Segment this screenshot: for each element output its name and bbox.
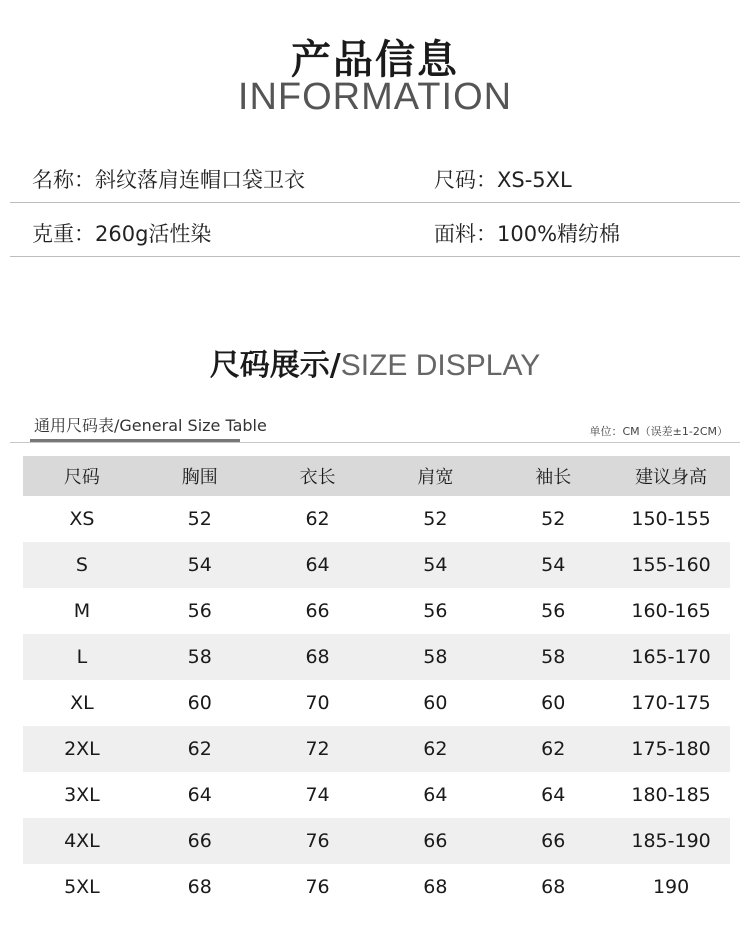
cell-size: 5XL [64, 876, 100, 898]
cell-length: 76 [305, 830, 330, 852]
cell-length: 64 [305, 554, 330, 576]
size-range: 尺码：XS-5XL [434, 168, 572, 192]
cell-size: L [76, 646, 88, 668]
cell-height: 190 [652, 876, 690, 898]
cell-height: 170-175 [631, 692, 711, 714]
cell-shoulder: 58 [423, 646, 448, 668]
table-row [23, 726, 730, 772]
cell-shoulder: 52 [423, 508, 448, 530]
cell-chest: 62 [187, 738, 212, 760]
header-length: 衣长 [299, 467, 336, 488]
cell-length: 68 [305, 646, 330, 668]
table-row [23, 634, 730, 680]
info-row-weight-fabric [10, 210, 740, 257]
cell-size: 4XL [64, 830, 100, 852]
table-row [23, 680, 730, 726]
tab-general-size-table[interactable]: 通用尺码表/General Size Table [34, 416, 267, 435]
size-title-en: SIZE DISPLAY [340, 349, 541, 382]
cell-sleeve: 54 [541, 554, 566, 576]
cell-sleeve: 62 [541, 738, 566, 760]
cell-chest: 68 [187, 876, 212, 898]
size-section-title [0, 340, 750, 384]
fabric-material: 面料：100%精纺棉 [434, 222, 621, 246]
unit-note: 单位：CM（误差±1-2CM） [589, 425, 728, 438]
cell-chest: 60 [187, 692, 212, 714]
cell-shoulder: 60 [423, 692, 448, 714]
cell-length: 66 [305, 600, 330, 622]
tab-divider [10, 442, 740, 443]
cell-height: 180-185 [631, 784, 711, 806]
cell-size: S [75, 554, 88, 576]
header-shoulder: 肩宽 [417, 467, 454, 488]
cell-height: 185-190 [631, 830, 711, 852]
cell-height: 165-170 [631, 646, 711, 668]
size-title-cn: 尺码展示/ [209, 348, 341, 383]
cell-chest: 54 [187, 554, 212, 576]
table-row [23, 496, 730, 542]
cell-shoulder: 68 [423, 876, 448, 898]
cell-height: 155-160 [631, 554, 711, 576]
cell-sleeve: 58 [541, 646, 566, 668]
cell-size: 3XL [64, 784, 100, 806]
cell-chest: 64 [187, 784, 212, 806]
cell-shoulder: 62 [423, 738, 448, 760]
cell-size: M [73, 600, 91, 622]
table-row [23, 542, 730, 588]
header-sleeve: 袖长 [535, 467, 572, 488]
cell-sleeve: 52 [541, 508, 566, 530]
table-row [23, 818, 730, 864]
cell-length: 76 [305, 876, 330, 898]
cell-length: 62 [305, 508, 330, 530]
cell-sleeve: 60 [541, 692, 566, 714]
cell-shoulder: 54 [423, 554, 448, 576]
info-row-name-size [10, 156, 740, 203]
table-row [23, 772, 730, 818]
fabric-weight: 克重：260g活性染 [32, 222, 212, 246]
table-row [23, 588, 730, 634]
header-height: 建议身高 [635, 467, 708, 488]
cell-size: XL [70, 692, 94, 714]
table-row [23, 864, 730, 910]
cell-chest: 56 [187, 600, 212, 622]
table-header-row [23, 456, 730, 496]
cell-chest: 58 [187, 646, 212, 668]
cell-length: 74 [305, 784, 330, 806]
cell-length: 72 [305, 738, 330, 760]
cell-height: 160-165 [631, 600, 711, 622]
cell-chest: 52 [187, 508, 212, 530]
cell-height: 150-155 [631, 508, 711, 530]
page-subtitle: INFORMATION [237, 76, 513, 118]
cell-sleeve: 56 [541, 600, 566, 622]
header-size: 尺码 [63, 467, 100, 488]
cell-shoulder: 56 [423, 600, 448, 622]
page-title: 产品信息 [291, 37, 459, 83]
cell-sleeve: 64 [541, 784, 566, 806]
cell-chest: 66 [187, 830, 212, 852]
cell-size: 2XL [64, 738, 100, 760]
cell-height: 175-180 [631, 738, 711, 760]
cell-shoulder: 66 [423, 830, 448, 852]
header-chest: 胸围 [181, 467, 218, 488]
size-table [23, 456, 730, 910]
cell-sleeve: 66 [541, 830, 566, 852]
cell-sleeve: 68 [541, 876, 566, 898]
cell-size: XS [69, 508, 95, 530]
cell-length: 70 [305, 692, 330, 714]
product-name: 名称：斜纹落肩连帽口袋卫衣 [32, 168, 305, 192]
cell-shoulder: 64 [423, 784, 448, 806]
